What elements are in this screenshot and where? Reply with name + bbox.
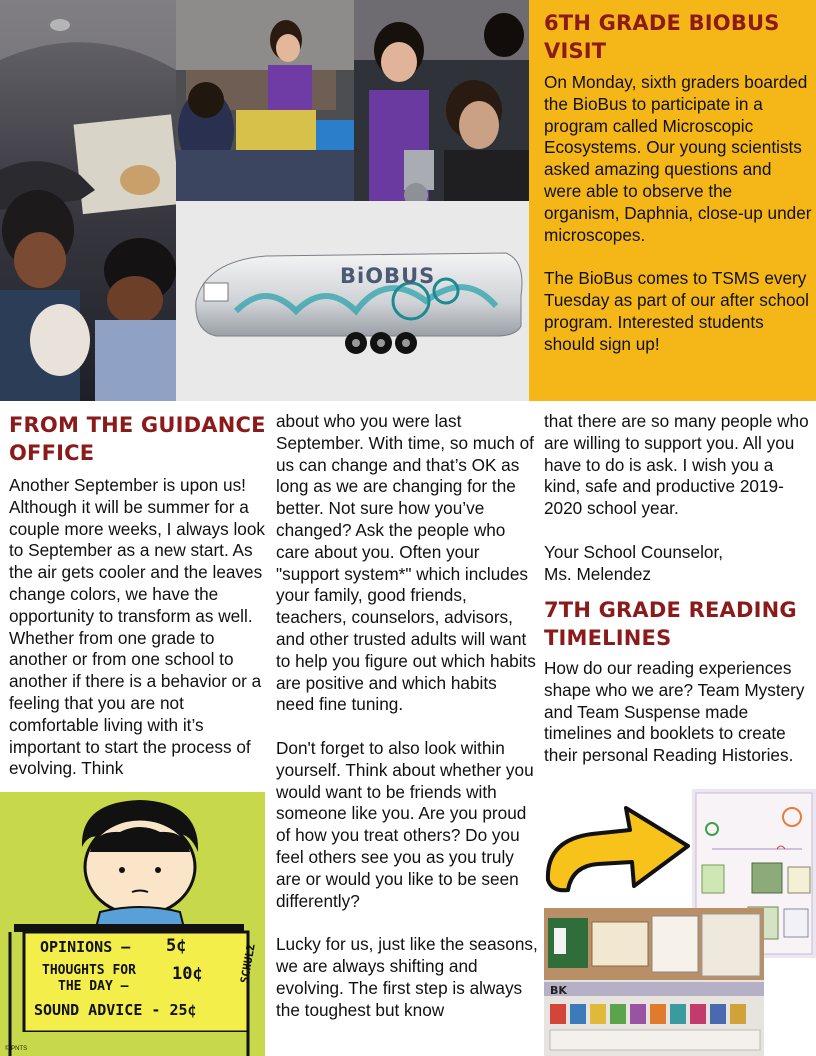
photo-biobus-vehicle: [176, 201, 529, 401]
guidance-heading: FROM THE GUIDANCE OFFICE: [9, 413, 266, 465]
guidance-column-3: that there are so many people who are willing to support you. All you have to do is ask. I wish you a kind, safe and productive 2019-2020 school year. Your School Counselor, Ms. Melendez: [544, 411, 809, 584]
grade7-body: How do our reading experiences shape who we are? Team Mystery and Team Suspense made timelines and booklets to create their personal Reading Histories.: [544, 658, 805, 766]
guidance-column-2: about who you were last September. With time, so much of us can change and that’s OK as long as we are changing for the better. Not sure how you’ve changed? Ask the people who care about you. Often your "support system*" which includes your family, good friends, teachers, counselors, advisors, and other trusted adults will want to help you figure out which habits are positive and which habits need fine tuning. Don't forget to also look within yourself. Think about whether you would want to be friends with someone like you. Are you proud of how you treat others? Do you feel others see you as you truly are or would you like to be seen differently? Lucky for us, just like the seasons, we are always shifting and evolving. The first step is always the toughest but know: [276, 411, 538, 1020]
photo-students-on-bus: [176, 0, 354, 201]
cartoon-line-advice: SOUND ADVICE - 25¢: [34, 1001, 197, 1019]
cartoon-line-thoughts: THOUGHTS FOR: [42, 963, 136, 978]
grade7-heading: 7TH GRADE READING TIMELINES: [544, 598, 797, 650]
biobus-logo: BiOBUS: [340, 264, 436, 288]
arrow-icon: [542, 800, 692, 894]
photo-student-at-microscope-screen: [0, 0, 176, 401]
cartoon-advice-booth: [0, 792, 265, 1056]
cartoon-signature: SCHULZ: [238, 942, 258, 985]
photo-students-at-microscopes: [354, 0, 529, 201]
timeline-label: BK: [550, 984, 567, 997]
cartoon-price-thoughts: 10¢: [172, 964, 203, 984]
cartoon-line-theday: THE DAY –: [58, 979, 129, 994]
guidance-column-1: Another September is upon us! Although it will be summer for a couple more weeks, I always look to September as a new start. As the air gets cooler and the leaves change colors, we have the opportunity to transform as well. Whether from one grade to another or from one school to another if there is a behavior or a feeling that you are not comfortable living with it’s important to start the process of evolving. Think: [9, 475, 266, 779]
cartoon-line-opinions: OPINIONS –: [40, 938, 131, 956]
biobus-heading: 6TH GRADE BIOBUS VISIT: [544, 11, 780, 63]
biobus-panel: [529, 0, 816, 401]
cartoon-credit: © PNTS: [5, 1046, 28, 1052]
cartoon-price-opinions: 5¢: [166, 936, 187, 956]
photo-reading-booklets: [544, 908, 764, 1056]
biobus-body: On Monday, sixth graders boarded the BioBus to participate in a program called Microscopic Ecosystems. Our young scientists asked amazing questions and were able to observe the organism, Daphnia, close-up under microscopes. The BioBus comes to TSMS every Tuesday as part of our after school program. Interested students should sign up!: [544, 72, 812, 354]
